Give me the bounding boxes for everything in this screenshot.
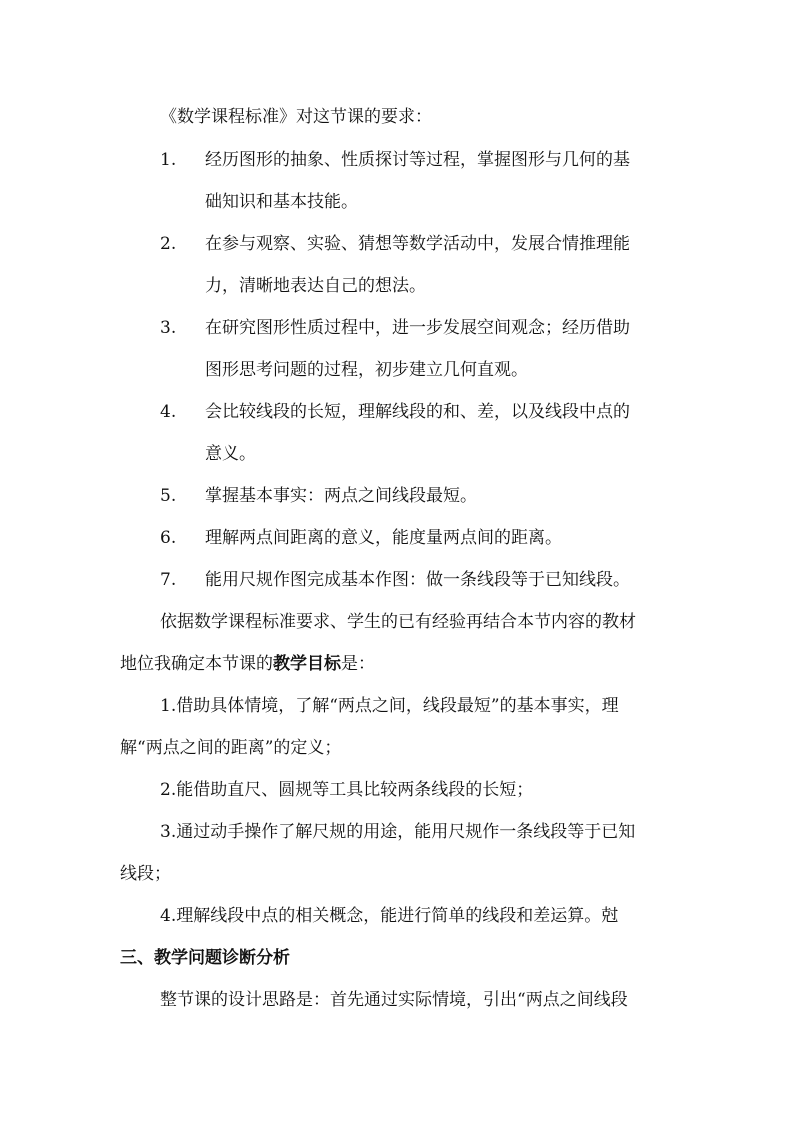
requirement-text-continued: 图形思考问题的过程，初步建立几何直观。 bbox=[205, 360, 528, 380]
requirement-text: 经历图形的抽象、性质探讨等过程，掌握图形与几何的基 bbox=[205, 150, 630, 170]
goal-item-continued: 解“两点之间的距离”的定义； bbox=[120, 738, 342, 758]
section-paragraph: 整节课的设计思路是：首先通过实际情境，引出“两点之间线段 bbox=[160, 990, 628, 1010]
goal-item: 4.理解线段中点的相关概念，能进行简单的线段和差运算。尅 bbox=[160, 906, 619, 926]
requirement-text: 理解两点间距离的意义，能度量两点间的距离。 bbox=[205, 528, 562, 548]
requirement-number: 5. bbox=[160, 486, 177, 506]
requirement-number: 7. bbox=[160, 570, 177, 590]
basis-text: 依据数学课程标准要求、学生的已有经验再结合本节内容的教材 bbox=[160, 612, 636, 632]
requirement-number: 1. bbox=[160, 150, 177, 170]
requirement-text: 在参与观察、实验、猜想等数学活动中，发展合情推理能 bbox=[205, 234, 630, 254]
goal-item: 3.通过动手操作了解尺规的用途，能用尺规作一条线段等于已知 bbox=[160, 822, 636, 842]
requirement-text: 在研究图形性质过程中，进一步发展空间观念；经历借助 bbox=[205, 318, 630, 338]
requirement-text-continued: 力，清晰地表达自己的想法。 bbox=[205, 276, 426, 296]
requirement-number: 3. bbox=[160, 318, 177, 338]
requirement-text-continued: 意义。 bbox=[205, 444, 256, 464]
requirement-text: 掌握基本事实：两点之间线段最短。 bbox=[205, 486, 477, 506]
basis-text-pre: 地位我确定本节课的 bbox=[120, 654, 273, 674]
requirement-text-continued: 础知识和基本技能。 bbox=[205, 192, 358, 212]
goal-item-continued: 线段； bbox=[120, 864, 171, 884]
basis-text-continued bbox=[120, 653, 375, 675]
goal-item: 2.能借助直尺、圆规等工具比较两条线段的长短； bbox=[160, 780, 534, 800]
requirement-number: 2. bbox=[160, 234, 177, 254]
teaching-goals-label: 教学目标 bbox=[273, 654, 341, 674]
intro-text: 《数学课程标准》对这节课的要求： bbox=[160, 107, 432, 127]
requirement-text: 能用尺规作图完成基本作图：做一条线段等于已知线段。 bbox=[205, 570, 630, 590]
goal-item: 1.借助具体情境，了解“两点之间，线段最短”的基本事实，理 bbox=[160, 696, 619, 716]
requirement-number: 4. bbox=[160, 402, 177, 422]
section-heading: 三、教学问题诊断分析 bbox=[120, 948, 290, 968]
basis-text-post: 是： bbox=[341, 654, 375, 674]
requirement-text: 会比较线段的长短，理解线段的和、差，以及线段中点的 bbox=[205, 402, 630, 422]
requirement-number: 6. bbox=[160, 528, 177, 548]
